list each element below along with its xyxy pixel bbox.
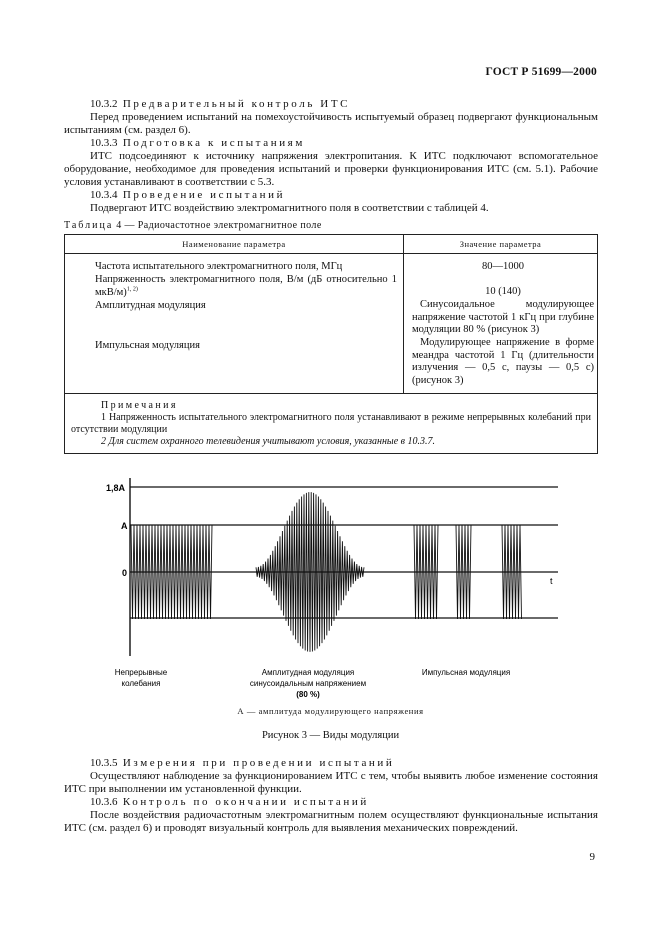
param-value-pulse: Модулирующее напряжение в форме меандра частотой 1 Гц (длительности излучения — 0,5 с, паузы — 0,5 с) (рисунок 3): [412, 337, 594, 386]
footnote-ref: 1, 2): [126, 286, 138, 292]
section-text-10-3-2: Перед проведением испытаний на помехоустойчивость испытуемый образец подвергают функциональным испытаниям (см. раздел 6).: [64, 111, 598, 136]
section-text-10-3-6: После воздействия радиочастотным электромагнитным полем осуществляют функциональные испытания ИТС (см. раздел 6) и проводят визуальный контроль для выявления механических повреждений.: [64, 809, 598, 834]
label-am-1: Амплитудная модуляция: [261, 668, 355, 677]
label-am-2: синусоидальным напряжением: [249, 679, 367, 688]
table-title: Таблица 4 — Радиочастотное электромагнитное поле: [64, 220, 322, 231]
param-value-strength: 10 (140): [485, 286, 521, 297]
table-cell-values: [404, 254, 598, 394]
section-text-10-3-5: Осуществляют наблюдение за функционированием ИТС с тем, чтобы выявить любое изменение состояния ИТС при выполнении им установленной функции.: [64, 770, 598, 795]
section-heading-10-3-6: 10.3.6 Контроль по окончании испытаний: [90, 796, 369, 808]
section-text-10-3-4: Подвергают ИТС воздействию электромагнитного поля в соответствии с таблицей 4.: [90, 202, 489, 214]
document-code-header: ГОСТ Р 51699—2000: [485, 66, 597, 78]
content-top: [64, 98, 598, 454]
note-2: 2 Для систем охранного телевидения учитывают условия, указанные в 10.3.7.: [101, 436, 435, 447]
label-pulse: Импульсная модуляция: [421, 668, 511, 677]
param-value-frequency: 80—1000: [482, 261, 524, 272]
label-zero: 0: [122, 568, 128, 578]
content-bottom: [64, 757, 598, 835]
section-heading-10-3-5: 10.3.5 Измерения при проведении испытаний: [90, 757, 395, 769]
label-continuous-1: Непрерывные: [114, 668, 168, 677]
param-name-strength: Напряженность электромагнитного поля, В/м (дБ относительно 1 мкВ/м)$^{1, 2)}$: [95, 274, 397, 298]
table-cell-names: [65, 254, 404, 394]
figure-legend: А — амплитуда модулирующего напряжения: [237, 706, 424, 716]
parameters-table: [64, 234, 598, 454]
section-heading-10-3-2: 10.3.2 Предварительный контроль ИТС: [90, 98, 351, 110]
note-1: 1 Напряженность испытательного электромагнитного поля устанавливают в режиме непрерывных колебаний при отсутствии модуляции: [71, 412, 591, 435]
param-name-am: Амплитудная модуляция: [95, 300, 206, 311]
label-a: A: [121, 521, 128, 531]
table-header-value: Значение параметра: [404, 235, 598, 254]
label-am-3: (80 %): [296, 690, 320, 699]
param-name-frequency: Частота испытательного электромагнитного поля, МГц: [95, 261, 343, 272]
notes-title: Примечания: [101, 400, 178, 411]
table-notes: [65, 394, 598, 454]
label-continuous-2: колебания: [121, 679, 161, 688]
section-heading-10-3-3: 10.3.3 Подготовка к испытаниям: [90, 137, 305, 149]
modulation-figure: [64, 470, 598, 725]
label-t: t: [550, 576, 553, 586]
figure-caption: Рисунок 3 — Виды модуляции: [261, 730, 400, 741]
page-number: 9: [589, 851, 595, 863]
param-name-pulse: Импульсная модуляция: [95, 340, 200, 351]
param-value-am: Синусоидальное модулирующее напряжение частотой 1 кГц при глубине модуляции 80 % (рисунок 3): [412, 299, 594, 335]
label-1-8a: 1,8A: [106, 483, 126, 493]
section-text-10-3-3: ИТС подсоединяют к источнику напряжения электропитания. К ИТС подключают вспомогательное оборудование, необходимое для проведения испытаний и проверки функционирования ИТС (см. 5.1). Рабочие условия устанавливают в соответствии с 5.3.: [64, 150, 598, 188]
table-header-name: Наименование параметра: [65, 235, 404, 254]
section-heading-10-3-4: 10.3.4 Проведение испытаний: [90, 189, 286, 201]
